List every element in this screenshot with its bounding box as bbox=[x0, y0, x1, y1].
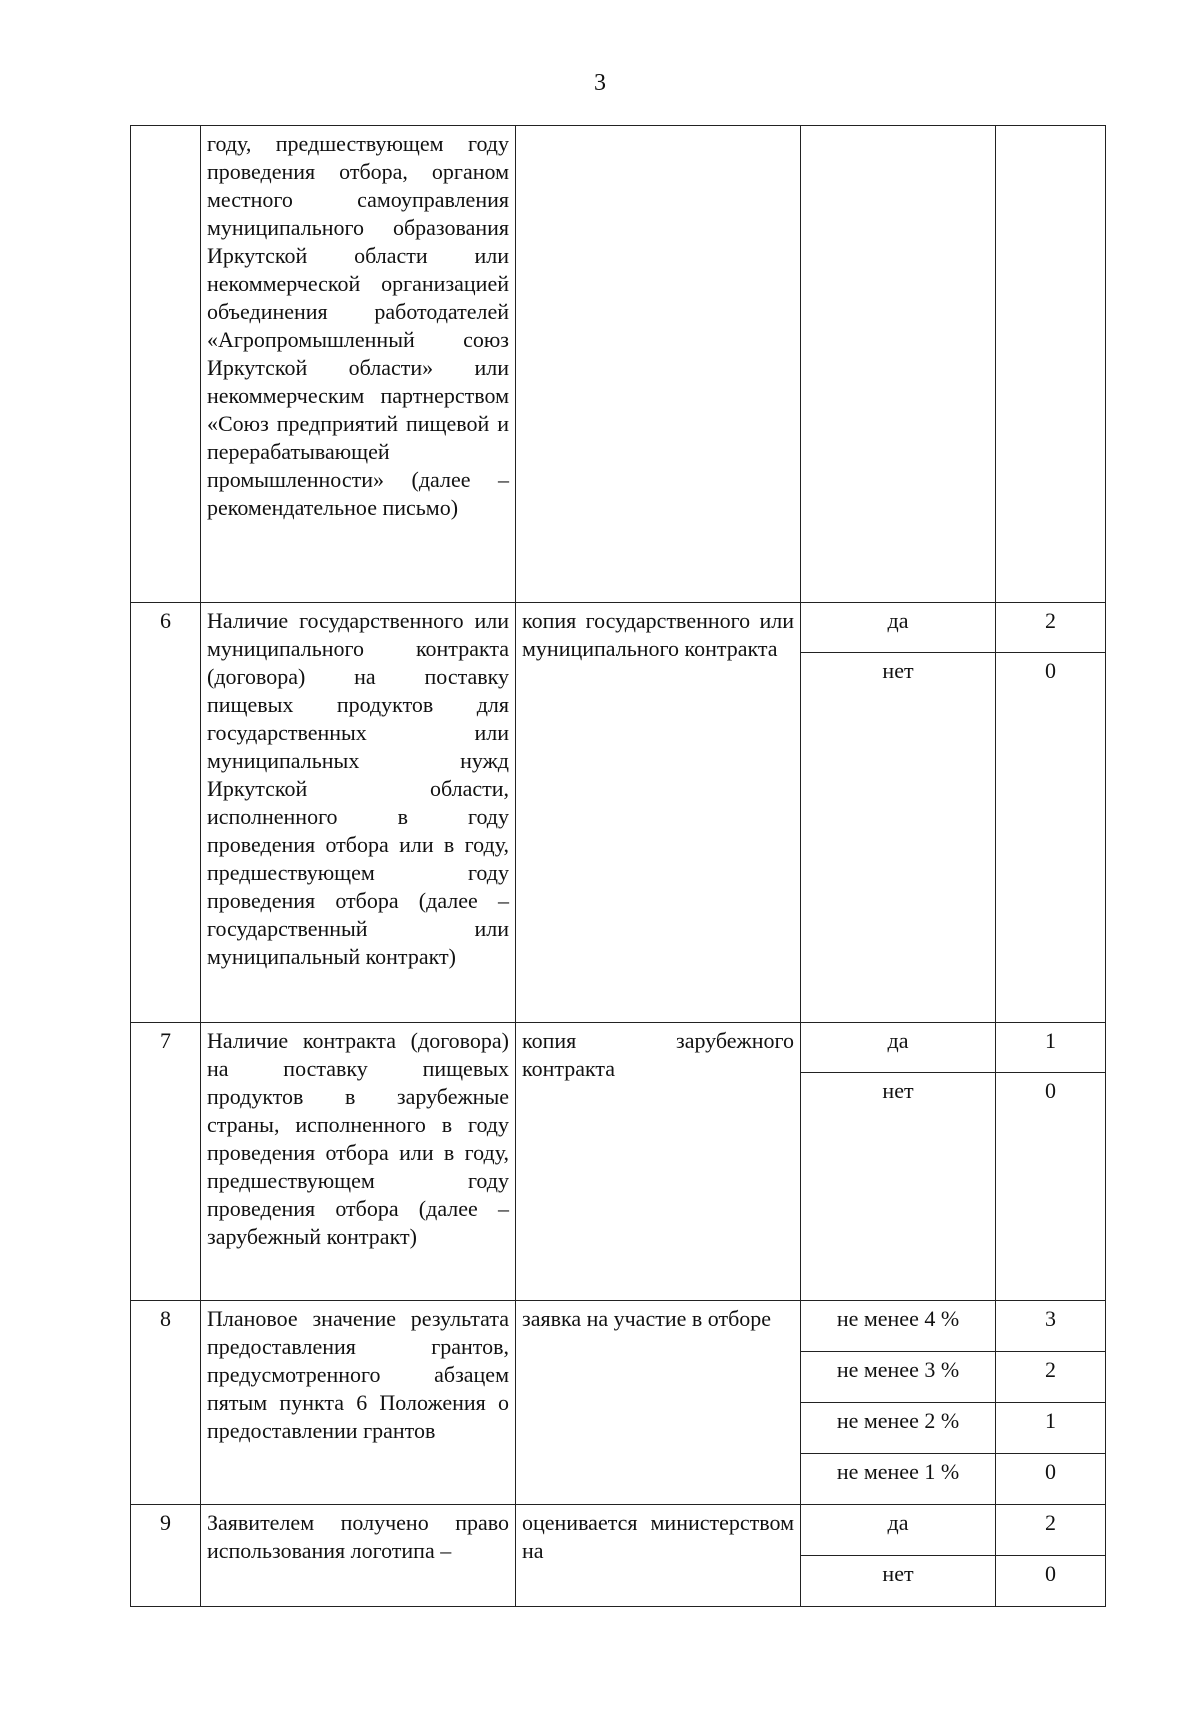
value-cell: да bbox=[801, 1023, 996, 1073]
document-text: заявка на участие в отборе bbox=[516, 1301, 801, 1505]
criterion-text: Плановое значение результата предоставления грантов, предусмотренного абзацем пятым пункта 6 Положения о предоставлении грантов bbox=[201, 1301, 516, 1505]
value-cell: да bbox=[801, 1505, 996, 1556]
table-row bbox=[131, 126, 1106, 603]
points-cell: 0 bbox=[996, 1556, 1106, 1607]
value-cell: да bbox=[801, 603, 996, 653]
table-row bbox=[131, 603, 1106, 653]
row-number: 9 bbox=[131, 1505, 201, 1607]
criterion-text: Наличие государственного или муниципального контракта (договора) на поставку пищевых продуктов для государственных или муниципальных нужд Иркутской области, исполненного в году проведения отбора или в году, предшествующем году проведения отбора (далее – государственный или муниципальный контракт) bbox=[201, 603, 516, 1023]
points-cell: 0 bbox=[996, 1073, 1106, 1301]
value-cell: не менее 3 % bbox=[801, 1352, 996, 1403]
criteria-table bbox=[130, 125, 1106, 1607]
page-number: 3 bbox=[594, 70, 606, 96]
points-cell: 1 bbox=[996, 1403, 1106, 1454]
document-text: копия зарубежного контракта bbox=[516, 1023, 801, 1301]
value-cell bbox=[801, 126, 996, 603]
table-row bbox=[131, 1023, 1106, 1073]
row-number bbox=[131, 126, 201, 603]
document-text: копия государственного или муниципального контракта bbox=[516, 603, 801, 1023]
criterion-text: году, предшествующем году проведения отбора, органом местного самоуправления муниципального образования Иркутской области или некоммерческой организацией объединения работодателей «Агропромышленный союз Иркутской области» или некоммерческим партнерством «Союз предприятий пищевой и перерабатывающей промышленности» (далее – рекомендательное письмо) bbox=[201, 126, 516, 603]
document-text bbox=[516, 126, 801, 603]
criterion-text: Заявителем получено право использования логотипа – bbox=[201, 1505, 516, 1607]
row-number: 6 bbox=[131, 603, 201, 1023]
points-cell: 2 bbox=[996, 1505, 1106, 1556]
points-cell: 1 bbox=[996, 1023, 1106, 1073]
points-cell: 2 bbox=[996, 1352, 1106, 1403]
value-cell: не менее 2 % bbox=[801, 1403, 996, 1454]
table-row bbox=[131, 1505, 1106, 1556]
value-cell: нет bbox=[801, 1073, 996, 1301]
criterion-text: Наличие контракта (договора) на поставку пищевых продуктов в зарубежные страны, исполненного в году проведения отбора или в году, предшествующем году проведения отбора (далее – зарубежный контракт) bbox=[201, 1023, 516, 1301]
points-cell: 2 bbox=[996, 603, 1106, 653]
value-cell: нет bbox=[801, 1556, 996, 1607]
row-number: 7 bbox=[131, 1023, 201, 1301]
value-cell: нет bbox=[801, 653, 996, 1023]
row-number: 8 bbox=[131, 1301, 201, 1505]
value-cell: не менее 1 % bbox=[801, 1454, 996, 1505]
points-cell: 3 bbox=[996, 1301, 1106, 1352]
points-cell: 0 bbox=[996, 1454, 1106, 1505]
document-text: оценивается министерством на bbox=[516, 1505, 801, 1607]
value-cell: не менее 4 % bbox=[801, 1301, 996, 1352]
points-cell: 0 bbox=[996, 653, 1106, 1023]
table-row bbox=[131, 1301, 1106, 1352]
points-cell bbox=[996, 126, 1106, 603]
